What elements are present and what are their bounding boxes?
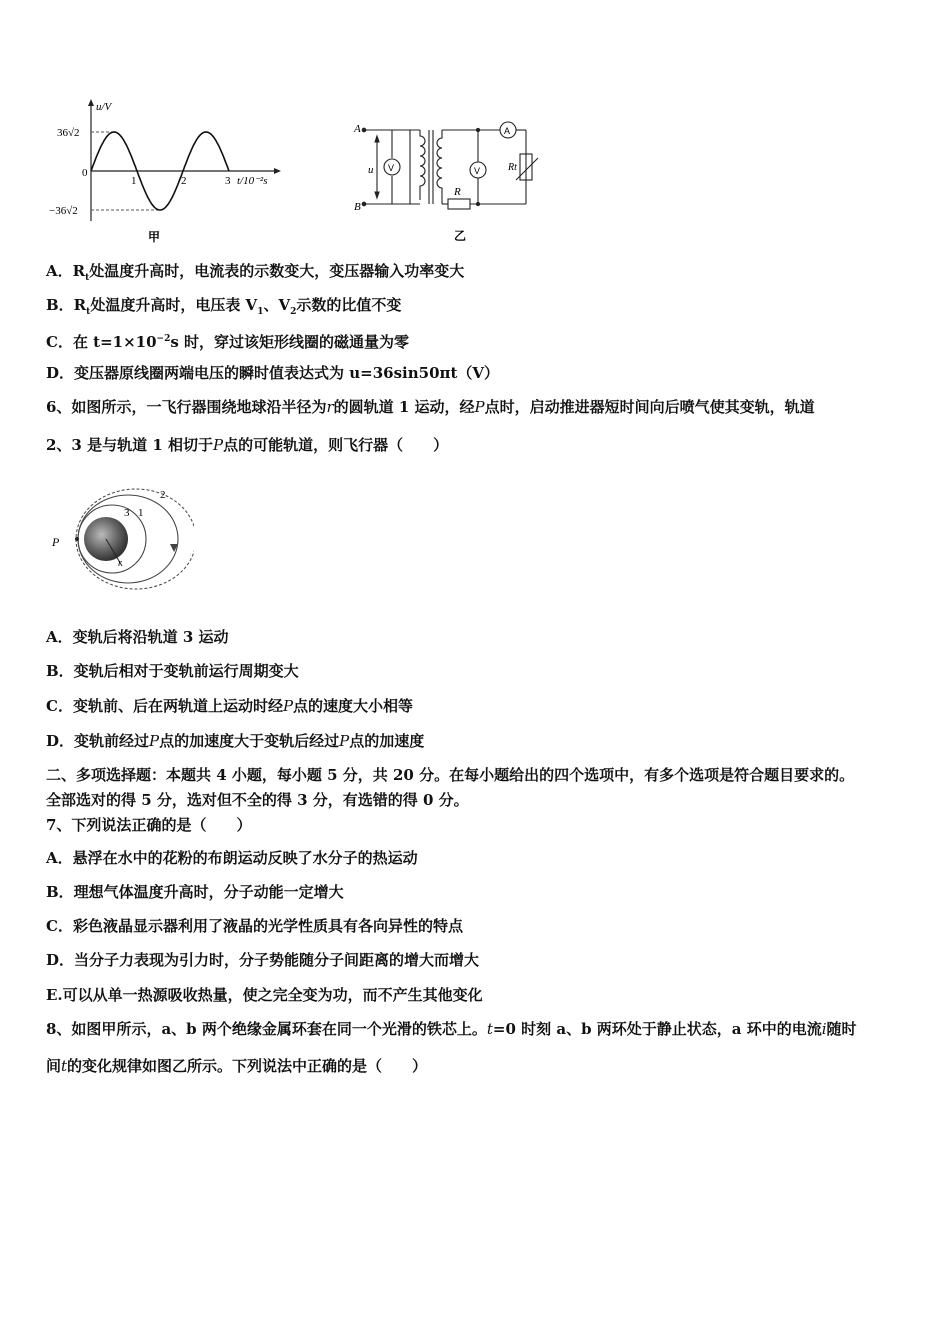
section2-heading-line2: 全部选对的得 5 分，选对但不全的得 3 分，有选错的得 0 分。	[46, 791, 469, 809]
x-tick-1: 1	[131, 175, 137, 187]
q6-option-c: C．变轨前、后在两轨道上运动时经P点的速度大小相等	[46, 697, 414, 715]
q7-option-a: A．悬浮在水中的花粉的布朗运动反映了水分子的热运动	[46, 849, 418, 867]
orbit-label-2: 2	[160, 489, 166, 501]
q8-stem-line1: 8、如图甲所示，a、b 两个绝缘金属环套在同一个光滑的铁芯上。t=0 时刻 a、b 两环处于静止状态，a 环中的电流i随时	[46, 1020, 857, 1038]
figure-yi-circuit	[350, 118, 550, 246]
q8-stem-line2: 间t的变化规律如图乙所示。下列说法中正确的是（ ）	[46, 1057, 428, 1075]
orbit-figure	[44, 484, 194, 594]
q7-option-b: B．理想气体温度升高时，分子动能一定增大	[46, 883, 344, 901]
q6-stem-line2: 2、3 是与轨道 1 相切于P点的可能轨道，则飞行器（ ）	[46, 436, 449, 454]
figure-jia-sine-graph	[44, 96, 294, 246]
q6-option-d: D．变轨前经过P点的加速度大于变轨后经过P点的加速度	[46, 732, 425, 750]
meter-v2-label: V	[474, 166, 481, 176]
caption-yi: 乙	[454, 229, 467, 243]
orbit-label-3: 3	[124, 507, 130, 519]
q5-option-a: A．$R_t$处温度升高时，电流表的示数变大，变压器输入功率变大	[46, 262, 465, 283]
x-tick-3: 3	[225, 175, 231, 187]
q7-option-c: C．彩色液晶显示器利用了液晶的光学性质具有各向异性的特点	[46, 917, 463, 935]
meter-a-label: A	[504, 126, 511, 136]
resistor-rt-label: Rt	[508, 162, 517, 173]
caption-jia: 甲	[148, 230, 161, 244]
q5-option-b: B．$R_t$处温度升高时，电压表 $V_1$、$V_2$示数的比值不变	[46, 296, 402, 317]
y-axis-label: u/V	[96, 101, 112, 113]
orbit-label-1: 1	[138, 507, 144, 519]
q5-option-c: C．在 $t=1\times 10^{-2}s$ 时，穿过该矩形线圈的磁通量为零	[46, 333, 410, 351]
y-top-label: 36√2	[57, 127, 80, 139]
q6-stem-line1: 6、如图所示，一飞行器围绕地球沿半径为r的圆轨道 1 运动，经P点时，启动推进器短时间向后喷气使其变轨，轨道	[46, 398, 815, 416]
q7-option-d: D．当分子力表现为引力时，分子势能随分子间距离的增大而增大	[46, 951, 480, 969]
orbit-label-r: r	[118, 558, 122, 569]
section2-heading-line1: 二、多项选择题：本题共 4 小题，每小题 5 分，共 20 分。在每小题给出的四个选项中，有多个选项是符合题目要求的。	[46, 766, 855, 784]
q7-stem: 7、下列说法正确的是（ ）	[46, 816, 252, 834]
label-a-terminal: A	[354, 123, 361, 135]
q6-option-b: B．变轨后相对于变轨前运行周期变大	[46, 662, 299, 680]
label-u: u	[368, 164, 374, 176]
meter-v1-label: V	[388, 163, 395, 173]
label-b-terminal: B	[354, 201, 361, 213]
q5-option-d: D．变压器原线圈两端电压的瞬时值表达式为 u=36sin50πt（V）	[46, 364, 500, 382]
q6-option-a: A．变轨后将沿轨道 3 运动	[46, 628, 229, 646]
x-tick-2: 2	[181, 175, 187, 187]
resistor-r-label: R	[454, 186, 461, 198]
x-axis-label: t/10⁻²s	[237, 175, 268, 187]
orbit-label-p: P	[52, 535, 60, 549]
q7-option-e: E.可以从单一热源吸收热量，使之完全变为功，而不产生其他变化	[46, 986, 483, 1004]
y-bottom-label: −36√2	[49, 205, 78, 217]
origin-label: 0	[82, 167, 88, 179]
